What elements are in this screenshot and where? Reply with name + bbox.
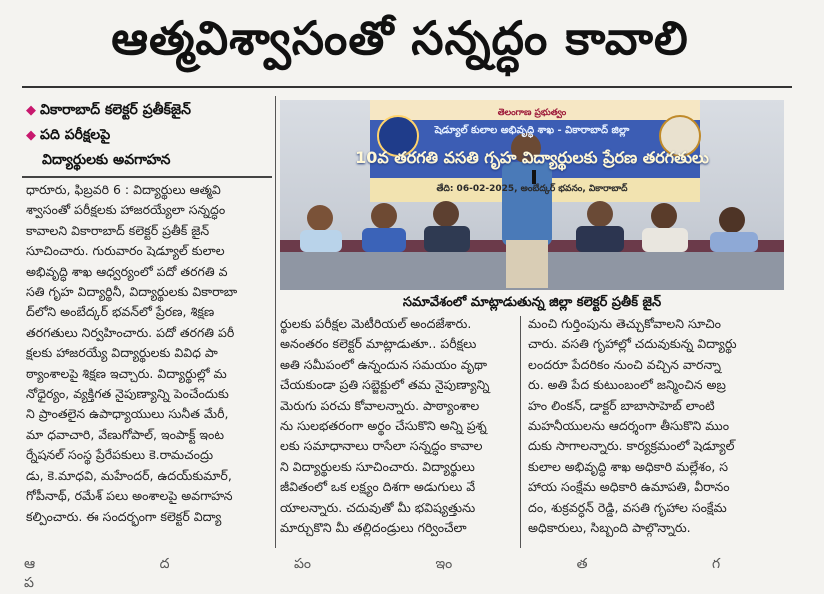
microphone-icon <box>532 170 536 184</box>
text-line: సతి గృహ విద్యార్థినీ, విద్యార్థులకు వికారాబా <box>26 284 238 300</box>
text-line: ద్‌లోని అంబేద్కర్ భవన్‌లో ప్రేరణ, శిక్షణ <box>26 304 215 320</box>
text-line: శ్వాసంతో పరీక్షలకు హాజరయ్యేలా సన్నద్ధం <box>26 202 226 218</box>
highlight-item: ◆ పది పరీక్షలపై <box>26 127 111 143</box>
highlight-item: విద్యార్థులకు అవగాహన <box>42 152 171 168</box>
text-line: దుకు సాగాలన్నారు. కార్యక్రమంలో షెడ్యూల్ <box>528 438 735 454</box>
article-column-2 <box>280 314 512 538</box>
text-line: హం లింకన్, డాక్టర్ బాబాసాహెబ్ లాంటి <box>528 397 715 413</box>
text-line: అధికారులు, సిబ్బంది పాల్గొన్నారు. <box>528 520 691 536</box>
text-line: నోధైర్యం, వ్యక్తిగత నైపుణ్యాన్ని పెంచేందుకు <box>26 386 229 402</box>
text-line: ను సులభతరంగా అర్థం చేసుకొని అన్ని ప్రశ్న <box>280 418 487 434</box>
cut-off-next-headline: ఆ ద పం ఇం త గ ప <box>24 556 781 591</box>
text-line: మెరుగు పరచు కోవాలన్నారు. పాఠ్యాంశాల <box>280 397 480 413</box>
diamond-bullet-icon: ◆ <box>26 128 36 143</box>
column-divider <box>275 96 276 548</box>
text-line: చేయకుండా ప్రతి సబ్జెక్టులో తమ నైపుణ్యాన్ని <box>280 377 490 393</box>
banner-line-1: తెలంగాణ ప్రభుత్వం <box>497 108 567 118</box>
highlights-rule <box>22 176 272 178</box>
text-line: లందరూ పేదరికం నుంచి వచ్చిన వారన్నా <box>528 356 722 372</box>
column-divider <box>520 316 521 548</box>
text-line: క్షలకు హాజరయ్యే విద్యార్థులకు వివిధ పా <box>26 345 218 361</box>
text-line: ర్నేషనల్ సంస్థ ప్రేరేపకులు కె.రామచంద్రు <box>26 447 214 463</box>
text-line: మార్చుకొని మీ తల్లిదండ్రులు గర్వించేలా <box>280 520 467 536</box>
headline-rule <box>22 86 792 88</box>
text-line: సూచించారు. గురువారం షెడ్యూల్ కులాల <box>26 243 225 259</box>
article-column-1 <box>26 180 272 527</box>
event-photo <box>280 100 784 290</box>
text-line: అనంతరం కలెక్టర్ మాట్లాడుతూ.. పరీక్షలు <box>280 336 477 352</box>
text-line: మంచి గుర్తింపును తెచ్చుకోవాలని సూచిం <box>528 316 722 331</box>
article-column-3 <box>528 314 784 538</box>
headline: ఆత్మవిశ్వాసంతో సన్నద్ధం కావాలి <box>111 11 689 65</box>
text-line: ని విద్యార్థులకు సూచించారు. విద్యార్థులు <box>280 458 475 474</box>
text-line: కావాలని వికారాబాద్ కలెక్టర్ ప్రతీక్ జైన్ <box>26 222 210 238</box>
text-line: ధారూరు, ఫిబ్రవరి 6 : విద్యార్థులు ఆత్మవి <box>26 182 221 197</box>
text-line: మహనీయులను ఆదర్శంగా తీసుకొని ముం <box>528 418 730 434</box>
text-line: రు. అతి పేద కుటుంబంలో జన్మించిన అబ్ర <box>528 377 726 393</box>
photo-caption: సమావేశంలో మాట్లాడుతున్న జిల్లా కలెక్టర్ ప్రతీక్ జైన్ <box>280 292 784 314</box>
text-line: అతి సమీపంలో ఉన్నందున సమయం వృథా <box>280 356 488 372</box>
text-line: మా ధవాచారి, వేణుగోపాల్, ఇంపాక్ట్ ఇంట <box>26 426 225 442</box>
text-line: జీవితంలో ఒక లక్ష్యం దిశగా అడుగులు వే <box>280 479 476 495</box>
banner-line-2: షెడ్యూల్ కులాల అభివృద్ధి శాఖ - వికారాబాద్ జిల్లా <box>434 125 630 136</box>
highlights-box <box>26 98 270 172</box>
text-line: హాయ సంక్షేమ అధికారి ఉమాపతి, వీరానం <box>528 479 730 495</box>
text-line: తరగతులు నిర్వహించారు. పదో తరగతి పరీ <box>26 324 235 340</box>
text-line: డు, కె.మాధవి, మహేందర్, ఉదయ్‌కుమార్, <box>26 467 232 483</box>
banner-line-3: 10వ తరగతి వసతి గృహ విద్యార్థులకు ప్రేరణ తరగతులు <box>355 148 709 167</box>
banner-line-4: తేది: 06-02-2025, అంబేద్కర్ భవనం, వికారాబాద్ <box>436 184 628 194</box>
text-line: ఠ్యాంశాలపై శిక్షణ ఇచ్చారు. విద్యార్థుల్లో మ <box>26 365 227 381</box>
text-line: దం, శుక్రవర్ధన్ రెడ్డి, వసతి గృహాల సంక్షేమ <box>528 499 727 515</box>
text-line: కల్పించారు. ఈ సందర్భంగా కలెక్టర్ విద్యా <box>26 508 222 524</box>
highlight-item: ◆ వికారాబాద్ కలెక్టర్ ప్రతీక్‌జైన్ <box>26 102 191 118</box>
text-line: కులాల అభివృద్ధి శాఖ అధికారి మల్లేశం, స <box>528 458 729 474</box>
text-line: గోపీనాథ్, రమేశ్ పలు అంశాలపై అవగాహన <box>26 488 233 504</box>
diamond-bullet-icon: ◆ <box>26 103 36 118</box>
text-line: ని ప్రాంతలైన ఉపాధ్యాయులు సునీత మేరీ, <box>26 406 229 422</box>
text-line: అభివృద్ధి శాఖ ఆధ్వర్యంలో పదో తరగతి వ <box>26 263 228 279</box>
text-line: యాలన్నారు. చదువుతో మీ భవిష్యత్తును <box>280 499 476 515</box>
text-line: చారు. వసతి గృహాల్లో చదువుకున్న విద్యార్థు <box>528 336 737 352</box>
text-line: లకు సమాధానాలు రాసేలా సన్నద్ధం కావాల <box>280 438 483 454</box>
text-line: ర్థులకు పరీక్షల మెటీరియల్ అందజేశారు. <box>280 316 472 331</box>
